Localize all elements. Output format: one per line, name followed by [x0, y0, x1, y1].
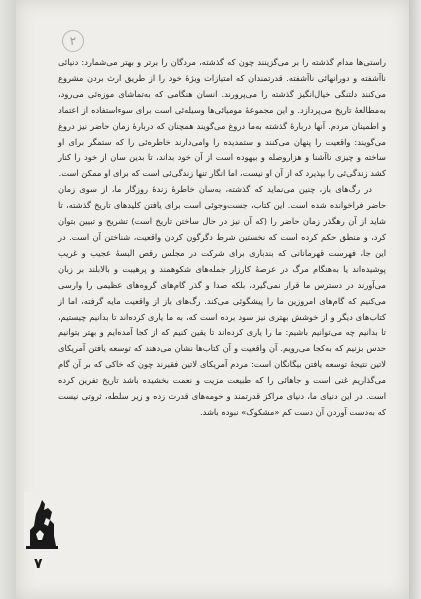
body-text: [58, 55, 386, 421]
page-number-top: ۲: [62, 30, 84, 52]
page-number-bottom: ۷: [34, 556, 43, 572]
publisher-emblem-icon: [22, 490, 62, 552]
scan-right-edge: [409, 0, 421, 599]
scan-left-edge: [0, 0, 16, 599]
paragraph-1: راستی‌ها مدام گذشته را بر می‌گزینند چون که گذشته، مردگان را برتر و بهتر می‌شمارد: دنیائی ناآشفته و دورانهائی ناآشفته. قدرتمندان که امتیازات ویژهٔ خود را از طریق ارث بردن مشروع می‌کنند دلتنگی خیال‌انگیز گذشته را می‌پرورند. انسان هنگامی که به‌تماشای موزه‌ئی می‌رود، به‌مطالعهٔ تاریخ می‌پردازد. و این مجموعهٔ مومیائی‌ها وسیله‌ئی است برای سوءاستفاده از اعتماد و اطمینان مردم. آنها دربارهٔ گذشته به‌ما دروغ می‌گویند همچنان که دربارهٔ زمان حاضر نیز دروغ می‌گویند: واقعیت را پنهان می‌کنند و ستمدیده را وامی‌دارند خاطره‌ئی را که ستمگر برای او ساخته و چیزی ناآشنا و هزاروصله و بیهوده است از آن خود بداند، تا بدین سان از خود را کنار کشد زندگی‌ئی را بپذیرد که از آن او نیست، اما انگار تنها زندگی‌ئی است که برای او ممکن است.: [58, 57, 386, 179]
paragraph-2: در رگ‌های باز، چنین می‌نماید که گذشته، به‌سان خاطرهٔ زندهٔ روزگار ما، از سوی زمان حاضر فراخوانده شده است. این کتاب، جست‌وجوئی است برای یافتن کلیدهای تاریخ گذشته، تا شاید از آن رهگذر زمان حاضر را (که آن نیز در حال ساختن تاریخ است) تشریح و تبیین بتوان کرد، و منطق حکم کرده است که نخستین شرط دگرگون کردن واقعیت، شناختن آن است. در این جا، فهرست قهرمانانی که بندباری برای شرکت در مجلس رقص البسهٔ عجیب و غریب پوشیده‌اند یا به‌هنگام مرگ در عرصهٔ کارزار جمله‌های شکوهمند و پرهیبت و بالابلند بر زبان می‌آورند در دسترس ما قرار نمی‌گیرد، بلکه صدا و گذر گام‌های گروه‌های عظیمی را وارسی می‌کنیم که گام‌های امروزین ما را پیشگوئی می‌کند. رگ‌های باز از واقعیت مایه گرفته، اما از کتاب‌های دیگر و از خوشش بهتری نیز سود برده است که، به ما یاری کرده‌اند تا بدانیم چیستیم، تا بدانیم چه می‌توانیم باشیم: ما را یاری کرده‌اند تا یقین کنیم که از کجا آمده‌ایم و بهتر بتوانیم حدس بزنیم که به‌کجا می‌رویم. آن واقعیت و آن کتاب‌ها نشان می‌دهند که توسعه یافتن آمریکای لاتین نتیجهٔ توسعه یافتن بیگانگان است: مردم آمریکای لاتین فقیرند چون که خاکی که بر آن گام می‌گذاریم غنی است و جاهائی را که طبیعت مزیت و نعمت بخشیده باشد تاریخ تفرین کرده است. در این دنیای ما، دنیای مراکز قدرتمند و حومه‌های قدرت زده و زیر سلطه، ثروتی نیست که به‌دست آوردن آن دست کم «مشکوک» نبوده باشد.: [58, 184, 386, 417]
